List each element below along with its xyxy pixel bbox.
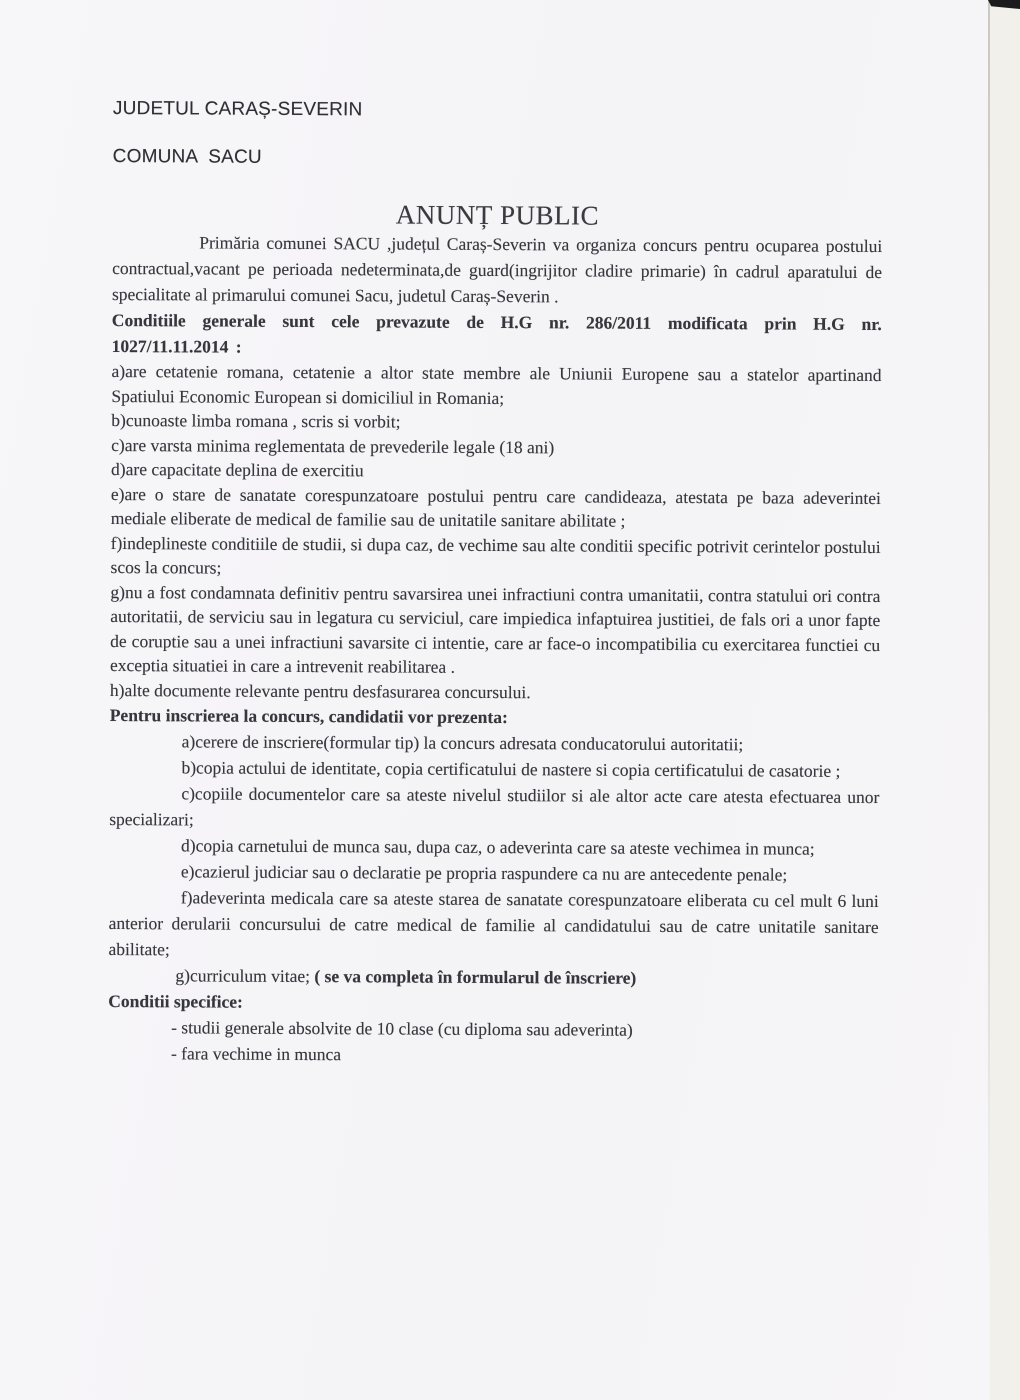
specific-condition-item-2: - fara vechime in munca [170,1043,342,1065]
cv-bold-note: ( se va completa în formularul de înscriere) [314,966,637,988]
enrollment-item-e: e)cazierul judiciar sau o declaratie pe propria raspundere ca nu are antecedente penale; [180,861,788,885]
document-body [108,229,882,1070]
general-condition-item-e: e)are o stare de sanatate corespunzatoare postului pentru care candideaza, atestata pe baza adeverintei mediale eliberate de medical de familie sau de unitatile sanitare abilitate ; [110,483,881,531]
general-conditions-heading: Conditiile generale sunt cele prevazute de H.G nr. 286/2011 modificata prin H.G nr. 1027/11.11.2014 : [111,309,882,357]
county-line: JUDETUL CARAȘ-SEVERIN [112,98,363,121]
enrollment-list [108,728,879,966]
general-condition-item-d: d)are capacitate deplina de exercitiu [111,458,364,481]
page-edge-line [988,0,990,1280]
general-condition-item-f: f)indeplineste conditiile de studii, si dupa caz, de vechime sau alte conditii specific potrivit cerintelor postului scos la concurs; [110,532,881,578]
specific-conditions-heading: Conditii specifice: [108,990,243,1012]
enrollment-item-c: c)copiile documentelor care sa ateste nivelul studiilor si ale altor acte care atesta efectuarea unor specializari; [109,783,880,830]
enrollment-item-cv [108,962,878,992]
general-condition-item-a: a)are cetatenie romana, cetatenie a altor state membre ale Uniunii Europene sau a statelor apartinand Spatiului Economic European si domiciliul in Romania; [111,360,882,408]
enrollment-item-f: f)adeverinta medicala care sa ateste starea de sanatate corespunzatoare eliberata cu cel mult 6 luni anterior derularii concursului de catre medical de familie al candidatului sau de catre unitatile sanitare abilitate; [108,887,879,960]
enrollment-item-b: b)copia actului de identitate, copia certificatului de nastere si copia certificatului de casatorie ; [181,757,841,781]
specific-conditions-list [108,1014,878,1070]
enrollment-item-a: a)cerere de inscriere(formular tip) la concurs adresata conducatorului autoritatii; [181,731,744,755]
page-edge-strip [990,0,1020,1400]
specific-condition-item-1: - studii generale absolvite de 10 clase (cu diploma sau adeverinta) [171,1017,633,1040]
document-title: ANUNȚ PUBLIC [395,199,600,231]
cv-text: g)curriculum vitae; [175,965,315,987]
general-condition-item-c: c)are varsta minima reglementata de prevederile legale (18 ani) [111,434,555,457]
enrollment-heading: Pentru inscrierea la concurs, candidatii vor prezenta: [109,704,508,728]
general-condition-item-g: g)nu a fost condamnata definitiv pentru savarsirea unei infractiuni contra umanitatii, contra statului ori contra autoritatii, de serviciu sau in legatura cu serviciul, care impiedica infaptuirea justitiei, de fals ori a unor fapte de coruptie sau a unei infractiuni savarsite ci intentie, care ar face-o incompatibilia cu exercitarea functiei cu exceptia situatiei in care a intrevenit reabilitarea . [109,581,881,677]
commune-line: COMUNA SACU [112,145,262,168]
enrollment-item-d: d)copia carnetului de munca sau, dupa caz, o adeverinta care sa ateste vechimea in munca; [181,835,815,859]
document-content [108,98,883,1070]
general-condition-item-b: b)cunoaste limba romana , scris si vorbit; [111,409,401,432]
general-conditions-list [110,359,882,706]
general-condition-item-h: h)alte documente relevante pentru desfasurarea concursului. [109,679,531,702]
intro-paragraph: Primăria comunei SACU ,județul Caraș-Severin va organiza concurs pentru ocuparea postului contractual,vacant pe perioada nedeterminata,de guard(ingrijitor cladire primarie) în cadrul aparatului de specialitate al primarului comunei Sacu, judetul Caraș-Severin . [111,232,883,307]
